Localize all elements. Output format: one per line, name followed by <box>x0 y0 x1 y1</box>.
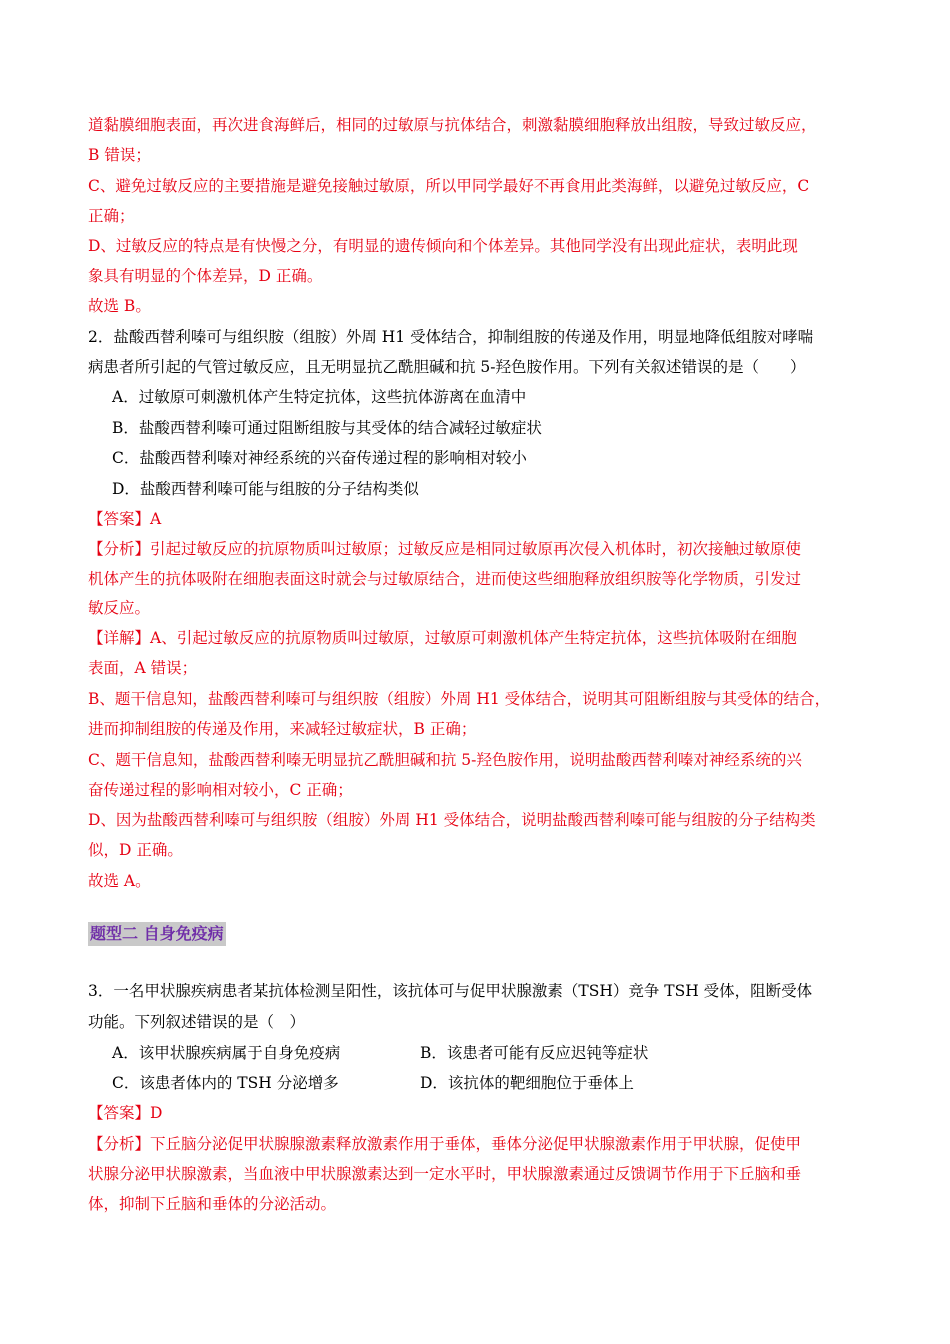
explanation-line: 道黏膜细胞表面，再次进食海鲜后，相同的过敏原与抗体结合，刺激黏膜细胞释放出组胺，导致过敏反应， <box>88 116 817 134</box>
question-2-detail: C、题干信息知，盐酸西替利嗪无明显抗乙酰胆碱和抗 5-羟色胺作用，说明盐酸西替利嗪对神经系统的兴 <box>88 751 802 769</box>
detail-tag: 【详解】 <box>88 629 151 647</box>
question-2-detail: 进而抑制组胺的传递及作用，来减轻过敏症状，B 正确； <box>88 720 477 738</box>
section-heading: 题型二 自身免疫病 <box>88 922 226 946</box>
question-2-detail: 表面，A 错误； <box>88 659 198 677</box>
analysis-tag: 【分析】 <box>88 1135 151 1153</box>
question-2-detail: D、因为盐酸西替利嗪可与组织胺（组胺）外周 H1 受体结合，说明盐酸西替利嗪可能与组胺的分子结构类 <box>88 811 816 829</box>
question-3-option-c: C．该患者体内的 TSH 分泌增多 <box>112 1074 339 1092</box>
explanation-line: 象具有明显的个体差异，D 正确。 <box>88 267 323 285</box>
question-2-answer: 【答案】A <box>88 510 162 528</box>
explanation-line: C、避免过敏反应的主要措施是避免接触过敏原，所以甲同学最好不再食用此类海鲜，以避免过敏反应，C <box>88 177 810 195</box>
question-3-analysis: 体，抑制下丘脑和垂体的分泌活动。 <box>88 1195 337 1213</box>
question-3-analysis: 状腺分泌甲状腺激素，当血液中甲状腺激素达到一定水平时，甲状腺激素通过反馈调节作用于下丘脑和垂 <box>88 1165 802 1183</box>
explanation-line: B 错误； <box>88 146 151 164</box>
question-2-option-a: A．过敏原可刺激机体产生特定抗体，这些抗体游离在血清中 <box>112 388 527 406</box>
question-2-detail: 似，D 正确。 <box>88 841 183 859</box>
question-2-analysis: 机体产生的抗体吸附在细胞表面这时就会与过敏原结合，进而使这些细胞释放组织胺等化学物质，引发过 <box>88 570 802 588</box>
question-2-detail: 奋传递过程的影响相对较小，C 正确； <box>88 781 353 799</box>
question-3-option-a: A．该甲状腺疾病属于自身免疫病 <box>112 1044 341 1062</box>
question-2-option-b: B．盐酸西替利嗪可通过阻断组胺与其受体的结合减轻过敏症状 <box>112 419 542 437</box>
question-2-option-d: D．盐酸西替利嗪可能与组胺的分子结构类似 <box>112 480 419 498</box>
question-2-stem: 2．盐酸西替利嗪可与组织胺（组胺）外周 H1 受体结合，抑制组胺的传递及作用，明显地降低组胺对哮喘 <box>88 328 814 346</box>
analysis-text: 引起过敏反应的抗原物质叫过敏原；过敏反应是相同过敏原再次侵入机体时，初次接触过敏原使 <box>150 540 802 558</box>
question-3-option-d: D．该抗体的靶细胞位于垂体上 <box>420 1074 634 1092</box>
question-2-analysis: 敏反应。 <box>88 599 151 617</box>
explanation-line: D、过敏反应的特点是有快慢之分，有明显的遗传倾向和个体差异。其他同学没有出现此症状，表明此现 <box>88 237 798 255</box>
question-3-stem: 3．一名甲状腺疾病患者某抗体检测呈阳性，该抗体可与促甲状腺激素（TSH）竞争 TSH 受体，阻断受体 <box>88 982 813 1000</box>
question-3-analysis <box>88 1134 878 1154</box>
question-2-detail: B、题干信息知，盐酸西替利嗪可与组织胺（组胺）外周 H1 受体结合，说明其可阻断组胺与其受体的结合， <box>88 690 831 708</box>
question-2-analysis <box>88 539 878 559</box>
detail-text: A、引起过敏反应的抗原物质叫过敏原，过敏原可刺激机体产生特定抗体，这些抗体吸附在细胞 <box>150 629 797 647</box>
conclusion-line: 故选 B。 <box>88 297 151 315</box>
analysis-tag: 【分析】 <box>88 540 151 558</box>
question-2-option-c: C．盐酸西替利嗪对神经系统的兴奋传递过程的影响相对较小 <box>112 449 527 467</box>
analysis-text: 下丘脑分泌促甲状腺腺激素释放激素作用于垂体，垂体分泌促甲状腺激素作用于甲状腺，促使甲 <box>150 1135 802 1153</box>
question-2-detail <box>88 628 878 648</box>
question-2-conclusion: 故选 A。 <box>88 872 151 890</box>
question-3-answer: 【答案】D <box>88 1104 163 1122</box>
question-2-stem: 病患者所引起的气管过敏反应，且无明显抗乙酰胆碱和抗 5-羟色胺作用。下列有关叙述错误的是（ ） <box>88 358 806 376</box>
question-3-stem: 功能。下列叙述错误的是（ ） <box>88 1013 306 1031</box>
explanation-line: 正确； <box>88 207 135 225</box>
question-3-option-b: B．该患者可能有反应迟钝等症状 <box>420 1044 649 1062</box>
